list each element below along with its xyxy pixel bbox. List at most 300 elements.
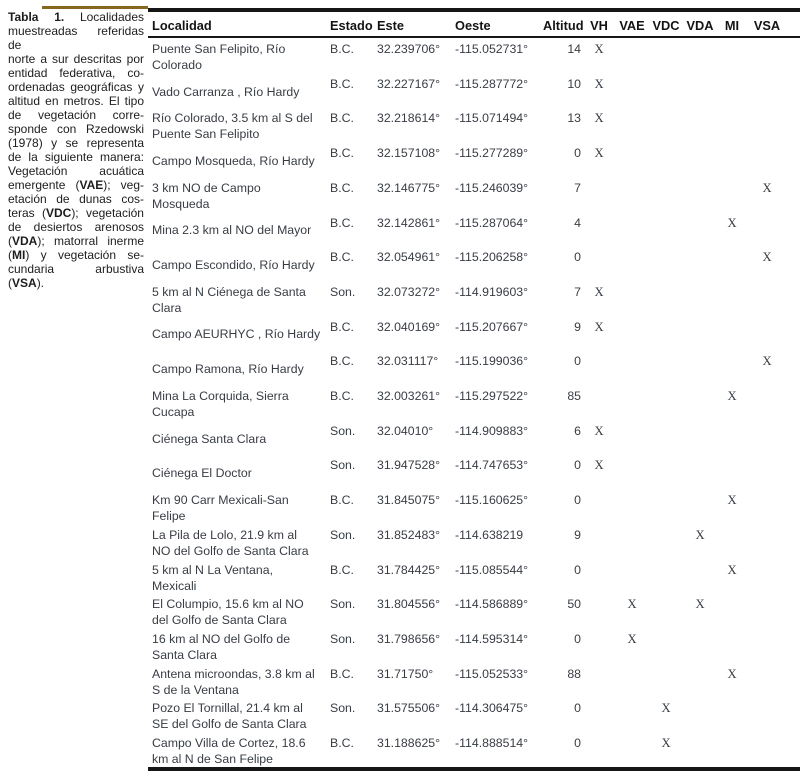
cell-localidad xyxy=(148,281,326,316)
cell-veg-mi xyxy=(718,38,746,73)
localidad-line: 5 km al N Ciénega de Santa xyxy=(152,284,306,299)
cell-este: 32.142861° xyxy=(377,215,441,230)
cell-veg-vae xyxy=(614,38,650,73)
caption-line xyxy=(8,136,144,150)
cell-veg-mi: X xyxy=(727,215,737,230)
cell-veg-vda xyxy=(682,246,718,281)
cell-localidad xyxy=(148,732,326,767)
cell-veg-mi: X xyxy=(727,666,737,681)
cell-veg-vae xyxy=(614,420,650,455)
cell-veg-mi xyxy=(718,628,746,663)
cell-veg-vh: X xyxy=(594,458,604,473)
localidad-line: La Pila de Lolo, 21.9 km al xyxy=(152,527,297,542)
cell-estado: B.C. xyxy=(330,180,354,195)
cell-veg-vh: X xyxy=(594,111,604,126)
cell-oeste: -114.306475° xyxy=(455,701,529,716)
cell-veg-mi: X xyxy=(727,562,737,577)
cell-veg-vdc xyxy=(650,212,682,247)
cell-altitud: 88 xyxy=(567,666,581,681)
cell-altitud: 10 xyxy=(567,76,581,91)
cell-veg-vsa xyxy=(746,385,788,420)
cell-veg-mi xyxy=(718,454,746,489)
cell-estado: B.C. xyxy=(330,250,354,265)
localidad-line: Puente San Felipito, Río xyxy=(152,42,286,56)
cell-veg-vda xyxy=(682,142,718,177)
cell-oeste: -115.297522° xyxy=(455,389,529,404)
cell-veg-vda xyxy=(682,454,718,489)
caption-line xyxy=(8,122,144,136)
cell-localidad xyxy=(148,212,326,247)
caption-text: ( xyxy=(8,248,12,262)
cell-este: 32.146775° xyxy=(377,180,441,195)
cell-este: 32.031117° xyxy=(377,354,439,369)
table-row xyxy=(148,212,800,247)
table-row xyxy=(148,593,800,628)
cell-estado: B.C. xyxy=(330,42,354,56)
cell-veg-vdc xyxy=(650,281,682,316)
cell-veg-vda xyxy=(682,628,718,663)
cell-veg-vae xyxy=(614,663,650,698)
caption-text: ); matorral inerme xyxy=(37,234,144,248)
cell-veg-vsa xyxy=(746,663,788,698)
caption-line xyxy=(8,80,144,94)
cell-veg-vae xyxy=(614,559,650,594)
cell-veg-vsa xyxy=(746,142,788,177)
caption-text: de desiertos arenosos xyxy=(8,220,144,234)
cell-veg-vda: X xyxy=(695,597,705,612)
cell-veg-vh xyxy=(584,524,614,559)
cell-veg-mi xyxy=(718,142,746,177)
cell-estado: B.C. xyxy=(330,389,354,404)
column-header-oeste: Oeste xyxy=(455,18,491,33)
caption-line xyxy=(8,150,144,164)
cell-veg-vdc xyxy=(650,385,682,420)
cell-oeste: -114.595314° xyxy=(455,631,529,646)
caption-line xyxy=(8,164,144,178)
cell-este: 31.71750° xyxy=(377,666,434,681)
cell-veg-vae xyxy=(614,246,650,281)
cell-veg-vsa xyxy=(746,212,788,247)
localidad-line: Campo Villa de Cortez, 18.6 xyxy=(152,736,306,751)
cell-veg-vae xyxy=(614,177,650,212)
cell-veg-vdc xyxy=(650,593,682,628)
cell-veg-vh xyxy=(584,593,614,628)
table-row xyxy=(148,732,800,767)
localidad-line: Colorado xyxy=(152,58,202,72)
cell-veg-vh: X xyxy=(594,319,604,334)
table-row xyxy=(148,697,800,732)
cell-localidad xyxy=(148,385,326,420)
cell-altitud: 4 xyxy=(574,215,581,230)
caption-text: altitud en metros. El tipo xyxy=(8,94,144,108)
cell-estado: Son. xyxy=(330,284,356,299)
localidad-line: Antena microondas, 3.8 km al xyxy=(152,666,315,681)
column-header-mi: MI xyxy=(724,18,740,33)
column-header-vae: VAE xyxy=(619,18,645,33)
cell-altitud: 0 xyxy=(574,701,581,716)
cell-estado: B.C. xyxy=(330,111,354,126)
caption-line xyxy=(8,178,144,192)
cell-oeste: -115.287064° xyxy=(455,215,529,230)
cell-veg-vae xyxy=(614,107,650,142)
caption-text: (1978) y se representa xyxy=(8,136,144,150)
caption-bold-term: VDC xyxy=(45,206,72,220)
cell-veg-mi xyxy=(718,246,746,281)
cell-este: 32.073272° xyxy=(377,284,441,299)
cell-veg-vda xyxy=(682,385,718,420)
cell-veg-vh xyxy=(584,697,614,732)
cell-veg-vh xyxy=(584,212,614,247)
localidad-line: Campo Ramona, Río Hardy xyxy=(152,362,304,377)
cell-localidad xyxy=(148,107,326,142)
cell-veg-vdc xyxy=(650,107,682,142)
localidad-line: 16 km al NO del Golfo de xyxy=(152,631,291,646)
caption-text: de vegetación corre- xyxy=(8,108,144,122)
caption-text: ( xyxy=(8,276,12,290)
cell-localidad xyxy=(148,316,326,351)
cell-oeste: -115.199036° xyxy=(455,354,529,369)
cell-veg-vdc xyxy=(650,489,682,524)
caption-line xyxy=(8,10,144,24)
caption-bold-term: VSA xyxy=(12,276,37,290)
cell-localidad xyxy=(148,420,326,455)
localidad-line: Clara xyxy=(152,300,182,315)
cell-altitud: 6 xyxy=(574,423,581,438)
cell-estado: B.C. xyxy=(330,215,354,230)
localidad-line: Cucapa xyxy=(152,405,195,420)
localities-table xyxy=(148,8,800,771)
cell-veg-vsa: X xyxy=(762,354,772,369)
cell-localidad xyxy=(148,489,326,524)
cell-altitud: 7 xyxy=(574,180,581,195)
table-row xyxy=(148,107,800,142)
cell-veg-vae xyxy=(614,454,650,489)
caption-text: Localidades xyxy=(64,10,144,24)
cell-altitud: 13 xyxy=(567,111,581,126)
caption-line xyxy=(8,220,144,234)
cell-altitud: 0 xyxy=(574,458,581,473)
cell-este: 31.852483° xyxy=(377,527,441,542)
table-row xyxy=(148,38,800,73)
caption-text: ); vegetación xyxy=(71,206,144,220)
cell-veg-vsa xyxy=(746,732,788,767)
cell-estado: B.C. xyxy=(330,736,354,751)
cell-estado: B.C. xyxy=(330,319,354,334)
cell-altitud: 7 xyxy=(574,284,581,299)
cell-veg-vda xyxy=(682,177,718,212)
caption-text: Vegetación acuática xyxy=(8,164,144,178)
cell-veg-vsa xyxy=(746,628,788,663)
cell-veg-vdc xyxy=(650,559,682,594)
cell-localidad xyxy=(148,559,326,594)
cell-veg-vae xyxy=(614,212,650,247)
caption-bold-term: Tabla 1. xyxy=(8,10,65,24)
caption-line xyxy=(8,234,144,248)
localidad-line: NO del Golfo de Santa Clara xyxy=(152,543,309,558)
caption-text: ordenadas geográficas y xyxy=(8,80,144,94)
cell-veg-mi xyxy=(718,177,746,212)
cell-veg-vae xyxy=(614,73,650,108)
caption-bold-term: VDA xyxy=(12,234,38,248)
cell-localidad xyxy=(148,142,326,177)
cell-veg-vdc xyxy=(650,246,682,281)
cell-oeste: -115.085544° xyxy=(455,562,529,577)
caption-line xyxy=(8,94,144,108)
cell-veg-vdc xyxy=(650,420,682,455)
cell-veg-vh xyxy=(584,628,614,663)
localidad-line: Felipe xyxy=(152,509,186,524)
cell-veg-vsa xyxy=(746,524,788,559)
cell-veg-mi xyxy=(718,732,746,767)
column-header-vda: VDA xyxy=(686,18,714,33)
cell-oeste: -115.277289° xyxy=(455,146,529,161)
cell-estado: B.C. xyxy=(330,493,354,508)
localidad-line: Río Colorado, 3.5 km al S del xyxy=(152,111,313,126)
cell-oeste: -115.160625° xyxy=(455,493,529,508)
cell-oeste: -114.888514° xyxy=(455,736,529,751)
cell-este: 31.188625° xyxy=(377,736,441,751)
table-row xyxy=(148,142,800,177)
cell-veg-vae xyxy=(614,281,650,316)
localidad-line: SE del Golfo de Santa Clara xyxy=(152,717,307,732)
cell-estado: B.C. xyxy=(330,146,354,161)
table-header-row xyxy=(148,12,800,38)
cell-veg-vdc xyxy=(650,454,682,489)
cell-veg-vae xyxy=(614,524,650,559)
cell-veg-vdc: X xyxy=(661,701,671,716)
cell-altitud: 9 xyxy=(574,527,581,542)
cell-veg-mi xyxy=(718,107,746,142)
localidad-line: del Golfo de Santa Clara xyxy=(152,613,287,628)
cell-veg-vdc xyxy=(650,316,682,351)
cell-veg-vae xyxy=(614,385,650,420)
cell-altitud: 0 xyxy=(574,250,581,265)
cell-altitud: 85 xyxy=(567,389,581,404)
localidad-line: Santa Clara xyxy=(152,647,217,662)
caption-text: ). xyxy=(36,276,45,290)
cell-localidad xyxy=(148,246,326,281)
caption-line xyxy=(8,108,144,122)
cell-veg-vh xyxy=(584,385,614,420)
caption-line xyxy=(8,66,144,80)
cell-localidad xyxy=(148,38,326,73)
caption-text: ); veg- xyxy=(103,178,144,192)
cell-veg-vsa xyxy=(746,454,788,489)
cell-veg-mi xyxy=(718,73,746,108)
localidad-line: Ciénega Santa Clara xyxy=(152,431,267,446)
cell-estado: Son. xyxy=(330,597,356,612)
table-row xyxy=(148,281,800,316)
cell-veg-vda xyxy=(682,212,718,247)
cell-altitud: 0 xyxy=(574,631,581,646)
cell-oeste: -115.207667° xyxy=(455,319,529,334)
cell-altitud: 9 xyxy=(574,319,581,334)
table-row xyxy=(148,246,800,281)
cell-estado: B.C. xyxy=(330,354,354,369)
cell-oeste: -115.052731° xyxy=(455,42,529,56)
caption-text: emergente ( xyxy=(8,178,80,192)
cell-este: 32.040169° xyxy=(377,319,441,334)
cell-este: 31.798656° xyxy=(377,631,441,646)
cell-veg-vdc xyxy=(650,142,682,177)
cell-oeste: -114.747653° xyxy=(455,458,529,473)
caption-text: muestreadas referidas de xyxy=(8,24,144,52)
table-row xyxy=(148,524,800,559)
cell-veg-vda xyxy=(682,73,718,108)
table-row xyxy=(148,177,800,212)
cell-veg-vh xyxy=(584,732,614,767)
cell-localidad xyxy=(148,663,326,698)
cell-oeste: -115.052533° xyxy=(455,666,529,681)
cell-veg-vae xyxy=(614,697,650,732)
cell-veg-mi xyxy=(718,316,746,351)
cell-veg-vsa xyxy=(746,38,788,73)
cell-veg-vh xyxy=(584,559,614,594)
localidad-line: Campo Escondido, Río Hardy xyxy=(152,258,315,273)
cell-veg-vda xyxy=(682,316,718,351)
cell-localidad xyxy=(148,73,326,108)
cell-veg-vsa xyxy=(746,73,788,108)
cell-veg-vsa: X xyxy=(762,250,772,265)
localidad-line: Campo Mosqueda, Río Hardy xyxy=(152,153,315,168)
table-row xyxy=(148,316,800,351)
caption-text: teras ( xyxy=(8,206,46,220)
table-caption xyxy=(8,10,144,290)
column-header-vsa: VSA xyxy=(753,18,781,33)
localidad-line: Mosqueda xyxy=(152,196,210,211)
localidad-line: Mina 2.3 km al NO del Mayor xyxy=(152,223,312,238)
column-header-localidad: Localidad xyxy=(152,18,212,33)
localidad-line: 5 km al N La Ventana, xyxy=(152,562,273,577)
cell-oeste: -115.206258° xyxy=(455,250,529,265)
cell-localidad xyxy=(148,350,326,385)
caption-line xyxy=(8,262,144,276)
cell-veg-vae xyxy=(614,142,650,177)
cell-estado: Son. xyxy=(330,527,356,542)
cell-veg-vsa: X xyxy=(762,180,772,195)
table-body xyxy=(148,38,800,767)
cell-veg-mi xyxy=(718,697,746,732)
cell-altitud: 0 xyxy=(574,736,581,751)
cell-estado: Son. xyxy=(330,631,356,646)
cell-veg-vdc xyxy=(650,628,682,663)
cell-veg-vsa xyxy=(746,107,788,142)
localidad-line: Km 90 Carr Mexicali-San xyxy=(152,493,289,508)
cell-veg-mi: X xyxy=(727,389,737,404)
cell-veg-vdc xyxy=(650,38,682,73)
cell-veg-vdc xyxy=(650,524,682,559)
cell-veg-vdc xyxy=(650,177,682,212)
table-row xyxy=(148,73,800,108)
cell-veg-vae xyxy=(614,489,650,524)
localidad-line: El Columpio, 15.6 km al NO xyxy=(152,597,304,612)
cell-este: 31.575506° xyxy=(377,701,441,716)
cell-veg-vdc: X xyxy=(661,736,671,751)
caption-line xyxy=(8,206,144,220)
cell-veg-mi xyxy=(718,350,746,385)
cell-oeste: -114.586889° xyxy=(455,597,529,612)
caption-text: ( xyxy=(8,234,12,248)
cell-veg-vh xyxy=(584,177,614,212)
cell-veg-vsa xyxy=(746,559,788,594)
cell-veg-vda xyxy=(682,350,718,385)
table-row xyxy=(148,454,800,489)
cell-veg-vh: X xyxy=(594,284,604,299)
cell-este: 32.218614° xyxy=(377,111,441,126)
cell-veg-vda xyxy=(682,663,718,698)
caption-text: sponde con Rzedowski xyxy=(8,122,144,136)
cell-este: 31.845075° xyxy=(377,493,441,508)
cell-oeste: -114.909883° xyxy=(455,423,529,438)
cell-veg-vda xyxy=(682,420,718,455)
cell-veg-vsa xyxy=(746,489,788,524)
cell-veg-vh xyxy=(584,350,614,385)
table-row xyxy=(148,663,800,698)
localidad-line: Pozo El Tornillal, 21.4 km al xyxy=(152,701,303,716)
caption-text: ) y vegetación se- xyxy=(25,248,144,262)
cell-altitud: 14 xyxy=(567,42,581,56)
cell-veg-vsa xyxy=(746,316,788,351)
cell-veg-vda xyxy=(682,732,718,767)
caption-bold-term: VAE xyxy=(79,178,104,192)
table-row xyxy=(148,420,800,455)
cell-localidad xyxy=(148,697,326,732)
localidad-line: Mina La Corquida, Sierra xyxy=(152,389,289,404)
cell-altitud: 50 xyxy=(567,597,581,612)
cell-localidad xyxy=(148,628,326,663)
cell-veg-vae xyxy=(614,350,650,385)
localidad-line: km al N de San Felipe xyxy=(152,752,273,767)
cell-oeste: -114.919603° xyxy=(455,284,529,299)
caption-text: norte a sur descritas por xyxy=(8,52,144,66)
cell-veg-vda xyxy=(682,107,718,142)
localidad-line: Ciénega El Doctor xyxy=(152,466,252,481)
cell-veg-vh xyxy=(584,489,614,524)
caption-line xyxy=(8,192,144,206)
cell-veg-vae xyxy=(614,732,650,767)
cell-este: 32.157108° xyxy=(377,146,441,161)
cell-veg-vh xyxy=(584,663,614,698)
caption-text: etación de dunas cos- xyxy=(8,192,144,206)
cell-veg-vda xyxy=(682,38,718,73)
cell-estado: B.C. xyxy=(330,666,354,681)
cell-oeste: -115.246039° xyxy=(455,180,529,195)
table-row xyxy=(148,489,800,524)
cell-veg-vda xyxy=(682,697,718,732)
cell-veg-vsa xyxy=(746,420,788,455)
localidad-line: Mexicali xyxy=(152,578,197,593)
column-header-estado: Estado xyxy=(330,18,373,33)
cell-veg-vda xyxy=(682,281,718,316)
cell-veg-mi xyxy=(718,524,746,559)
cell-veg-mi xyxy=(718,281,746,316)
column-header-vdc: VDC xyxy=(652,18,680,33)
cell-altitud: 0 xyxy=(574,493,581,508)
cell-altitud: 0 xyxy=(574,562,581,577)
cell-este: 32.003261° xyxy=(377,389,441,404)
caption-line xyxy=(8,248,144,262)
localidad-line: Vado Carranza , Río Hardy xyxy=(152,84,300,99)
localidad-line: S de la Ventana xyxy=(152,682,239,697)
column-header-altitud: Altitud xyxy=(543,18,584,33)
cell-altitud: 0 xyxy=(574,146,581,161)
caption-text: de la siguiente manera: xyxy=(8,150,144,164)
cell-veg-vh: X xyxy=(594,42,604,56)
cell-este: 31.804556° xyxy=(377,597,441,612)
caption-line xyxy=(8,52,144,66)
table-row xyxy=(148,559,800,594)
caption-line xyxy=(8,276,144,290)
